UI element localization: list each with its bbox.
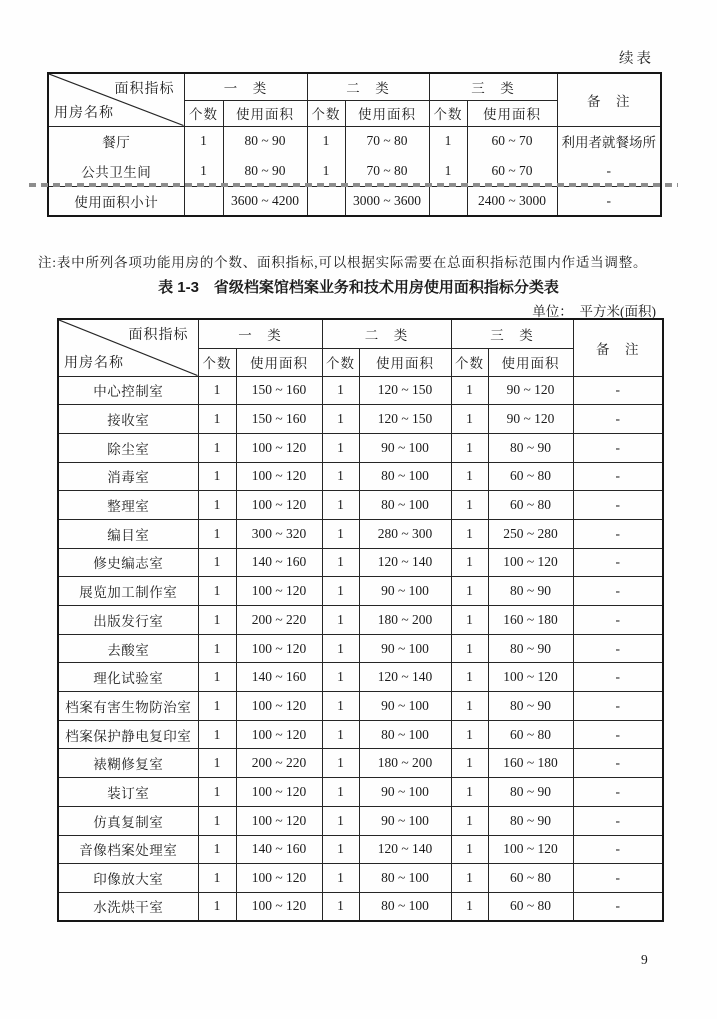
room-name-cell: 消毒室: [58, 462, 198, 491]
count-cell: 1: [322, 692, 359, 721]
remark-cell: -: [573, 405, 663, 434]
count-cell: 1: [307, 126, 345, 156]
room-name-cell: 出版发行室: [58, 606, 198, 635]
table-row: [58, 892, 663, 921]
class-3-header: 三 类: [451, 319, 573, 348]
area-cell: 100 ~ 120: [236, 577, 322, 606]
area-cell: 160 ~ 180: [488, 749, 573, 778]
count-cell: 1: [451, 692, 488, 721]
count-cell: 1: [451, 548, 488, 577]
area-cell: 80 ~ 90: [488, 692, 573, 721]
count-header: 个数: [184, 100, 223, 126]
room-name-cell: 餐厅: [48, 126, 184, 156]
count-cell: 1: [322, 749, 359, 778]
class-3-header: 三 类: [429, 73, 557, 100]
corner-label-area-index: 面积指标: [128, 328, 189, 343]
remark-cell: -: [573, 692, 663, 721]
count-cell: 1: [451, 835, 488, 864]
area-cell: 80 ~ 100: [359, 491, 451, 520]
area-cell: 200 ~ 220: [236, 749, 322, 778]
count-cell: 1: [198, 892, 236, 921]
area-cell: 120 ~ 140: [359, 835, 451, 864]
area-cell: 90 ~ 100: [359, 433, 451, 462]
remark-cell: -: [573, 433, 663, 462]
table-row: [58, 519, 663, 548]
count-cell: 1: [322, 835, 359, 864]
remark-cell: -: [573, 376, 663, 405]
table-row: [58, 548, 663, 577]
count-cell: 1: [198, 778, 236, 807]
count-cell: 1: [198, 835, 236, 864]
area-cell: 90 ~ 120: [488, 376, 573, 405]
count-cell: 1: [198, 519, 236, 548]
area-cell: 100 ~ 120: [236, 892, 322, 921]
remark-cell: -: [573, 864, 663, 893]
count-cell: 1: [307, 156, 345, 186]
count-cell: 1: [451, 864, 488, 893]
room-name-cell: 档案有害生物防治室: [58, 692, 198, 721]
count-cell: 1: [322, 720, 359, 749]
remark-cell: 利用者就餐场所: [557, 126, 661, 156]
count-cell: 1: [451, 720, 488, 749]
area-header: 使用面积: [236, 348, 322, 376]
count-cell: 1: [451, 462, 488, 491]
continued-table-wrapper: [47, 72, 660, 217]
area-cell: 80 ~ 90: [223, 156, 307, 186]
area-cell: 100 ~ 120: [236, 864, 322, 893]
header-row-classes: [58, 319, 663, 348]
count-header: 个数: [451, 348, 488, 376]
table-row: [58, 462, 663, 491]
area-cell: 100 ~ 120: [488, 835, 573, 864]
area-cell: 80 ~ 90: [488, 806, 573, 835]
page-number: 9: [641, 952, 648, 967]
remark-cell: -: [573, 634, 663, 663]
count-cell: 1: [322, 405, 359, 434]
table-row: [58, 835, 663, 864]
table-row: [58, 606, 663, 635]
count-cell: 1: [198, 692, 236, 721]
count-cell: 1: [198, 749, 236, 778]
room-name-cell: 音像档案处理室: [58, 835, 198, 864]
area-cell: 90 ~ 120: [488, 405, 573, 434]
area-cell: 60 ~ 80: [488, 720, 573, 749]
count-cell: 1: [198, 577, 236, 606]
count-cell: 1: [322, 892, 359, 921]
corner-label-room-name: 用房名称: [54, 105, 114, 121]
area-cell: 80 ~ 100: [359, 462, 451, 491]
area-cell: 160 ~ 180: [488, 606, 573, 635]
area-cell: 100 ~ 120: [236, 491, 322, 520]
count-cell: 1: [451, 634, 488, 663]
count-cell: 1: [322, 864, 359, 893]
area-cell: 60 ~ 70: [467, 156, 557, 186]
table-row: [58, 433, 663, 462]
area-cell: 100 ~ 120: [236, 462, 322, 491]
area-header: 使用面积: [488, 348, 573, 376]
area-cell: 60 ~ 80: [488, 491, 573, 520]
table-row: [58, 634, 663, 663]
area-cell: 150 ~ 160: [236, 405, 322, 434]
corner-label-room-name: 用房名称: [64, 355, 124, 371]
count-cell: 1: [198, 433, 236, 462]
remark-cell: -: [573, 663, 663, 692]
count-cell: 1: [451, 806, 488, 835]
room-name-cell: 水洗烘干室: [58, 892, 198, 921]
remark-cell: -: [573, 778, 663, 807]
remark-cell: -: [557, 186, 661, 216]
count-cell: [184, 186, 223, 216]
area-cell: 90 ~ 100: [359, 692, 451, 721]
count-cell: 1: [451, 433, 488, 462]
count-cell: 1: [198, 405, 236, 434]
room-name-cell: 仿真复制室: [58, 806, 198, 835]
area-cell: 80 ~ 100: [359, 720, 451, 749]
table-row: [48, 156, 661, 186]
area-header: 使用面积: [345, 100, 429, 126]
count-cell: 1: [322, 577, 359, 606]
room-name-cell: 去酸室: [58, 634, 198, 663]
area-cell: 60 ~ 80: [488, 864, 573, 893]
room-name-cell: 装订室: [58, 778, 198, 807]
area-cell: 80 ~ 90: [488, 577, 573, 606]
remark-cell: -: [573, 491, 663, 520]
room-name-cell: 接收室: [58, 405, 198, 434]
area-cell: 100 ~ 120: [236, 806, 322, 835]
area-cell: 90 ~ 100: [359, 577, 451, 606]
continued-summary-table: [47, 72, 662, 217]
remark-cell: -: [573, 548, 663, 577]
dashed-separator: [29, 183, 678, 187]
room-name-cell: 修史编志室: [58, 548, 198, 577]
corner-header-cell: [58, 319, 198, 376]
table-title: 表 1-3 省级档案馆档案业务和技术用房使用面积指标分类表: [158, 279, 559, 296]
classification-table: [57, 318, 664, 922]
area-cell: 120 ~ 150: [359, 376, 451, 405]
count-cell: 1: [322, 491, 359, 520]
table-row: [58, 405, 663, 434]
area-cell: 140 ~ 160: [236, 835, 322, 864]
class-2-header: 二 类: [322, 319, 451, 348]
count-cell: 1: [429, 126, 467, 156]
area-cell: 90 ~ 100: [359, 778, 451, 807]
count-cell: 1: [451, 663, 488, 692]
table-row: [58, 692, 663, 721]
continued-table-label: 续表: [619, 51, 654, 67]
count-cell: 1: [198, 376, 236, 405]
area-cell: 60 ~ 70: [467, 126, 557, 156]
count-cell: 1: [322, 433, 359, 462]
count-cell: 1: [184, 126, 223, 156]
table-row: [58, 806, 663, 835]
area-cell: 70 ~ 80: [345, 156, 429, 186]
count-cell: 1: [451, 519, 488, 548]
room-name-cell: 中心控制室: [58, 376, 198, 405]
area-cell: 60 ~ 80: [488, 462, 573, 491]
remark-cell: -: [573, 892, 663, 921]
room-name-cell: 展览加工制作室: [58, 577, 198, 606]
table-row: [58, 778, 663, 807]
remark-cell: -: [573, 462, 663, 491]
area-header: 使用面积: [359, 348, 451, 376]
area-cell: 100 ~ 120: [488, 548, 573, 577]
area-cell: 3600 ~ 4200: [223, 186, 307, 216]
count-cell: 1: [322, 519, 359, 548]
area-cell: 100 ~ 120: [236, 692, 322, 721]
count-cell: [307, 186, 345, 216]
count-cell: 1: [198, 864, 236, 893]
unit-label: 单位： 平方米(面积): [532, 304, 656, 319]
area-cell: 280 ~ 300: [359, 519, 451, 548]
corner-header-cell: [48, 73, 184, 126]
room-name-cell: 公共卫生间: [48, 156, 184, 186]
area-cell: 140 ~ 160: [236, 548, 322, 577]
remark-header: 备 注: [573, 319, 663, 376]
count-cell: 1: [198, 720, 236, 749]
room-name-cell: 理化试验室: [58, 663, 198, 692]
count-cell: 1: [322, 548, 359, 577]
count-cell: [429, 186, 467, 216]
area-cell: 100 ~ 120: [236, 720, 322, 749]
remark-cell: -: [573, 806, 663, 835]
area-cell: 120 ~ 140: [359, 548, 451, 577]
table-row: [58, 864, 663, 893]
class-1-header: 一 类: [198, 319, 322, 348]
area-cell: 180 ~ 200: [359, 606, 451, 635]
area-cell: 150 ~ 160: [236, 376, 322, 405]
count-cell: 1: [451, 577, 488, 606]
count-cell: 1: [198, 634, 236, 663]
count-cell: 1: [451, 892, 488, 921]
count-cell: 1: [322, 806, 359, 835]
count-cell: 1: [198, 548, 236, 577]
room-name-cell: 使用面积小计: [48, 186, 184, 216]
count-header: 个数: [322, 348, 359, 376]
area-header: 使用面积: [467, 100, 557, 126]
count-cell: 1: [322, 376, 359, 405]
area-cell: 60 ~ 80: [488, 892, 573, 921]
count-cell: 1: [322, 634, 359, 663]
count-cell: 1: [322, 462, 359, 491]
corner-label-area-index: 面积指标: [114, 82, 175, 97]
area-cell: 90 ~ 100: [359, 806, 451, 835]
count-cell: 1: [184, 156, 223, 186]
count-cell: 1: [198, 462, 236, 491]
table-row: [48, 186, 661, 216]
area-cell: 200 ~ 220: [236, 606, 322, 635]
header-row-classes: [48, 73, 661, 100]
count-cell: 1: [198, 606, 236, 635]
table-row: [58, 749, 663, 778]
area-cell: 90 ~ 100: [359, 634, 451, 663]
area-cell: 180 ~ 200: [359, 749, 451, 778]
room-name-cell: 裱糊修复室: [58, 749, 198, 778]
count-cell: 1: [451, 376, 488, 405]
count-cell: 1: [451, 749, 488, 778]
class-1-header: 一 类: [184, 73, 307, 100]
count-header: 个数: [307, 100, 345, 126]
count-cell: 1: [322, 606, 359, 635]
room-name-cell: 编目室: [58, 519, 198, 548]
area-cell: 300 ~ 320: [236, 519, 322, 548]
count-cell: 1: [198, 491, 236, 520]
count-cell: 1: [322, 778, 359, 807]
remark-header: 备 注: [557, 73, 661, 126]
table-row: [58, 720, 663, 749]
count-cell: 1: [451, 778, 488, 807]
area-cell: 140 ~ 160: [236, 663, 322, 692]
count-cell: 1: [429, 156, 467, 186]
class-2-header: 二 类: [307, 73, 429, 100]
count-cell: 1: [451, 491, 488, 520]
count-cell: 1: [451, 606, 488, 635]
table-row: [58, 663, 663, 692]
area-cell: 70 ~ 80: [345, 126, 429, 156]
area-cell: 80 ~ 90: [488, 433, 573, 462]
remark-cell: -: [573, 577, 663, 606]
area-cell: 100 ~ 120: [236, 634, 322, 663]
remark-cell: -: [573, 749, 663, 778]
area-cell: 100 ~ 120: [236, 778, 322, 807]
area-cell: 80 ~ 90: [488, 634, 573, 663]
remark-cell: -: [573, 835, 663, 864]
area-cell: 2400 ~ 3000: [467, 186, 557, 216]
room-name-cell: 档案保护静电复印室: [58, 720, 198, 749]
count-cell: 1: [322, 663, 359, 692]
area-cell: 250 ~ 280: [488, 519, 573, 548]
count-header: 个数: [198, 348, 236, 376]
room-name-cell: 印像放大室: [58, 864, 198, 893]
area-header: 使用面积: [223, 100, 307, 126]
count-cell: 1: [198, 806, 236, 835]
table-row: [48, 126, 661, 156]
remark-cell: -: [573, 720, 663, 749]
area-cell: 80 ~ 90: [223, 126, 307, 156]
table-row: [58, 577, 663, 606]
area-cell: 80 ~ 100: [359, 864, 451, 893]
table-row: [58, 376, 663, 405]
area-cell: 120 ~ 140: [359, 663, 451, 692]
count-cell: 1: [198, 663, 236, 692]
room-name-cell: 除尘室: [58, 433, 198, 462]
remark-cell: -: [573, 606, 663, 635]
remark-cell: -: [573, 519, 663, 548]
area-cell: 80 ~ 90: [488, 778, 573, 807]
count-header: 个数: [429, 100, 467, 126]
area-cell: 80 ~ 100: [359, 892, 451, 921]
classification-table-wrapper: [57, 318, 662, 922]
room-name-cell: 整理室: [58, 491, 198, 520]
count-cell: 1: [451, 405, 488, 434]
area-cell: 120 ~ 150: [359, 405, 451, 434]
table-row: [58, 491, 663, 520]
area-cell: 3000 ~ 3600: [345, 186, 429, 216]
remark-cell: -: [557, 156, 661, 186]
area-cell: 100 ~ 120: [236, 433, 322, 462]
table-note: 注:表中所列各项功能用房的个数、面积指标,可以根据实际需要在总面积指标范围内作适当调整。: [38, 254, 648, 270]
area-cell: 100 ~ 120: [488, 663, 573, 692]
